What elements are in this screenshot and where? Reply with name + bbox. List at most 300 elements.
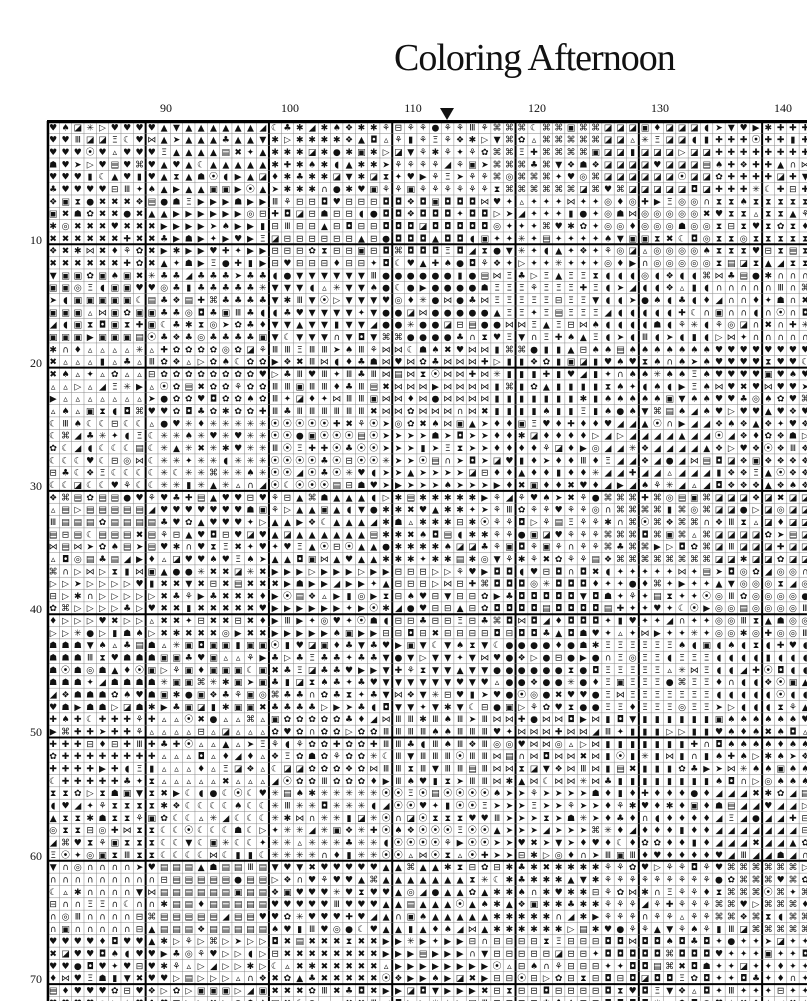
- stitch-symbol: ✚: [777, 641, 785, 651]
- stitch-symbol: ◢: [259, 123, 266, 133]
- stitch-symbol: ❖: [345, 826, 353, 836]
- stitch-symbol: ▶: [457, 962, 464, 972]
- stitch-symbol: ◖: [51, 802, 56, 812]
- stitch-symbol: ♣: [222, 333, 230, 343]
- stitch-symbol: ✦: [592, 197, 600, 207]
- stitch-symbol: ▲: [481, 925, 488, 935]
- stitch-symbol: ⧗: [740, 222, 746, 232]
- stitch-symbol: ♣: [296, 654, 304, 664]
- stitch-symbol: ✚: [259, 407, 267, 417]
- stitch-symbol: ◪: [74, 481, 83, 491]
- stitch-symbol: ✳: [222, 839, 230, 849]
- stitch-symbol: ◎: [74, 555, 82, 565]
- stitch-symbol: ◎: [777, 604, 785, 614]
- stitch-symbol: ●: [592, 493, 600, 503]
- stitch-symbol: ☗: [61, 654, 69, 664]
- stitch-symbol: ❖: [801, 752, 807, 762]
- stitch-symbol: ✱: [666, 802, 674, 812]
- stitch-symbol: ▲: [272, 555, 279, 565]
- stitch-symbol: ➤: [456, 777, 464, 787]
- stitch-symbol: ◪: [801, 506, 807, 516]
- stitch-symbol: ❖: [740, 481, 748, 491]
- stitch-symbol: ◖: [704, 123, 709, 133]
- stitch-symbol: ▲: [185, 530, 192, 540]
- stitch-symbol: ☗: [246, 506, 254, 516]
- stitch-symbol: ⚘: [604, 900, 612, 910]
- stitch-symbol: ▲: [568, 876, 575, 886]
- stitch-symbol: ◘: [419, 197, 426, 207]
- stitch-symbol: ▷: [235, 962, 242, 972]
- stitch-symbol: ♥: [345, 863, 353, 873]
- stitch-symbol: ⦿: [332, 443, 341, 454]
- stitch-symbol: ♠: [703, 395, 711, 405]
- stitch-symbol: ▶: [272, 617, 279, 627]
- stitch-symbol: ▷: [173, 974, 180, 984]
- stitch-symbol: ♥: [148, 123, 156, 133]
- stitch-symbol: ◢: [395, 604, 402, 614]
- stitch-symbol: ❖: [283, 876, 291, 886]
- stitch-symbol: ♥: [493, 691, 501, 701]
- stitch-symbol: ◪: [616, 123, 625, 133]
- stitch-symbol: ♠: [431, 974, 439, 984]
- stitch-symbol: ▮: [581, 382, 586, 392]
- stitch-symbol: Ⅲ: [136, 740, 142, 750]
- stitch-symbol: ☾: [234, 814, 242, 824]
- stitch-symbol: ▮: [667, 506, 672, 516]
- stitch-symbol: ✳: [641, 136, 649, 146]
- stitch-symbol: Ξ: [654, 691, 660, 701]
- stitch-symbol: ✱: [296, 123, 304, 133]
- stitch-symbol: ✿: [111, 986, 119, 996]
- stitch-symbol: ▵: [88, 358, 93, 368]
- stitch-symbol: ✿: [308, 777, 316, 787]
- stitch-symbol: ⌘: [616, 185, 625, 195]
- stitch-symbol: ◪: [443, 321, 452, 331]
- stitch-symbol: ☾: [160, 321, 168, 331]
- stitch-symbol: ✦: [728, 974, 736, 984]
- stitch-symbol: ⌘: [493, 160, 502, 170]
- stitch-symbol: ✱: [469, 518, 477, 528]
- stitch-symbol: Ξ: [507, 271, 513, 281]
- stitch-symbol: ⌘: [665, 949, 674, 959]
- stitch-symbol: ☾: [148, 456, 156, 466]
- stitch-symbol: ▷: [666, 543, 673, 553]
- stitch-symbol: ◎: [789, 617, 797, 627]
- stitch-symbol: ▤: [259, 900, 268, 910]
- stitch-symbol: ◘: [87, 962, 94, 972]
- stitch-symbol: ◪: [296, 395, 305, 405]
- stitch-symbol: ✿: [222, 382, 230, 392]
- stitch-symbol: ▷: [87, 604, 94, 614]
- stitch-symbol: ✱: [395, 530, 403, 540]
- stitch-symbol: ▤: [49, 530, 58, 540]
- stitch-symbol: ▷: [235, 949, 242, 959]
- stitch-symbol: ▮: [569, 210, 574, 220]
- stitch-symbol: ♦: [592, 678, 600, 688]
- stitch-symbol: ♥: [542, 419, 550, 429]
- stitch-symbol: ✿: [333, 777, 341, 787]
- stitch-symbol: ☗: [61, 703, 69, 713]
- stitch-symbol: ✦: [506, 728, 514, 738]
- stitch-symbol: ◪: [468, 469, 477, 479]
- stitch-symbol: ▮: [495, 382, 500, 392]
- stitch-symbol: ♠: [604, 234, 612, 244]
- stitch-symbol: ●: [505, 678, 513, 688]
- stitch-symbol: ✿: [160, 358, 168, 368]
- stitch-symbol: ⌘: [678, 678, 687, 688]
- stitch-symbol: ◪: [665, 160, 674, 170]
- stitch-symbol: ♥: [592, 629, 600, 639]
- stitch-symbol: ◖: [717, 666, 722, 676]
- stitch-symbol: Ξ: [642, 666, 648, 676]
- stitch-symbol: ▮: [519, 358, 524, 368]
- stitch-symbol: ✦: [789, 937, 797, 947]
- stitch-symbol: ☾: [111, 469, 119, 479]
- stitch-symbol: ☾: [185, 789, 193, 799]
- stitch-symbol: ⌘: [751, 888, 760, 898]
- stitch-symbol: ✚: [728, 148, 736, 158]
- stitch-symbol: ✖: [481, 986, 489, 996]
- stitch-symbol: ⌘: [616, 493, 625, 503]
- stitch-symbol: ☾: [222, 789, 230, 799]
- stitch-symbol: ✦: [641, 617, 649, 627]
- stitch-symbol: ♥: [222, 518, 230, 528]
- stitch-symbol: ⦿: [456, 801, 465, 812]
- stitch-symbol: ♣: [222, 284, 230, 294]
- stitch-symbol: ✖: [62, 210, 70, 220]
- stitch-symbol: ✱: [456, 493, 464, 503]
- stitch-symbol: ▼: [259, 136, 266, 146]
- stitch-symbol: ▲: [395, 863, 402, 873]
- stitch-symbol: ♠: [715, 160, 723, 170]
- stitch-symbol: ◢: [99, 382, 106, 392]
- stitch-symbol: ◘: [654, 937, 661, 947]
- stitch-symbol: ♥: [148, 863, 156, 873]
- stitch-symbol: ✚: [678, 308, 686, 318]
- stitch-symbol: ✖: [345, 949, 353, 959]
- stitch-symbol: ▲: [395, 876, 402, 886]
- stitch-symbol: ♥: [308, 876, 316, 886]
- stitch-symbol: ⧗: [432, 814, 438, 824]
- stitch-symbol: ✱: [296, 185, 304, 195]
- stitch-symbol: ♥: [61, 802, 69, 812]
- stitch-symbol: ▮: [532, 395, 537, 405]
- stitch-symbol: ➤: [580, 789, 588, 799]
- stitch-symbol: ♦: [111, 247, 119, 257]
- stitch-symbol: ➤: [567, 826, 575, 836]
- stitch-symbol: ❖: [666, 271, 674, 281]
- stitch-symbol: ▮: [692, 777, 697, 787]
- stitch-symbol: ◢: [765, 839, 772, 849]
- stitch-symbol: ▲: [765, 259, 772, 269]
- stitch-symbol: Ξ: [667, 703, 673, 713]
- stitch-symbol: ✖: [333, 974, 341, 984]
- stitch-symbol: ▤: [727, 259, 736, 269]
- stitch-symbol: ◎: [740, 580, 748, 590]
- stitch-symbol: ⌘: [406, 863, 415, 873]
- stitch-symbol: ☾: [148, 444, 156, 454]
- stitch-symbol: ❖: [592, 160, 600, 170]
- stitch-symbol: Ⅲ: [309, 358, 315, 368]
- stitch-symbol: Ξ: [50, 851, 56, 861]
- stitch-symbol: ⋈: [579, 728, 588, 738]
- stitch-symbol: ▲: [407, 469, 414, 479]
- stitch-symbol: ✱: [395, 493, 403, 503]
- stitch-symbol: ◖: [741, 641, 746, 651]
- stitch-symbol: ⦿: [406, 801, 415, 812]
- stitch-symbol: ✳: [370, 752, 378, 762]
- stitch-symbol: ✿: [321, 715, 329, 725]
- stitch-symbol: ▣: [271, 715, 280, 725]
- stitch-symbol: ☾: [49, 888, 57, 898]
- stitch-symbol: Ⅲ: [482, 777, 488, 787]
- stitch-symbol: ⋈: [406, 382, 415, 392]
- stitch-symbol: ∩: [309, 691, 316, 701]
- stitch-symbol: ◪: [493, 456, 502, 466]
- stitch-symbol: ◢: [679, 444, 686, 454]
- stitch-symbol: ✿: [641, 839, 649, 849]
- stitch-symbol: ◎: [752, 629, 760, 639]
- stitch-symbol: ✳: [740, 765, 748, 775]
- stitch-symbol: ✿: [333, 715, 341, 725]
- stitch-symbol: ◎: [764, 604, 772, 614]
- stitch-symbol: ➤: [74, 160, 82, 170]
- stitch-symbol: ●: [222, 259, 230, 269]
- stitch-symbol: ✱: [592, 876, 600, 886]
- stitch-symbol: ●: [370, 506, 378, 516]
- stitch-symbol: ♠: [123, 691, 131, 701]
- stitch-symbol: ♥: [74, 974, 82, 984]
- stitch-symbol: ▼: [346, 271, 353, 281]
- stitch-symbol: ◢: [691, 444, 698, 454]
- row-label: 70: [22, 972, 42, 987]
- stitch-symbol: ♦: [579, 469, 587, 479]
- stitch-symbol: ⦿: [271, 480, 280, 491]
- stitch-symbol: ✱: [567, 222, 575, 232]
- stitch-symbol: ➤: [432, 469, 440, 479]
- stitch-symbol: ✖: [74, 259, 82, 269]
- stitch-symbol: Ⅲ: [778, 284, 784, 294]
- stitch-symbol: ▲: [198, 518, 205, 528]
- stitch-symbol: ∩: [99, 863, 106, 873]
- stitch-symbol: ▶: [284, 629, 291, 639]
- stitch-symbol: ⌘: [764, 925, 773, 935]
- stitch-symbol: ⌘: [604, 493, 613, 503]
- stitch-symbol: ▷: [62, 592, 69, 602]
- stitch-symbol: ∩: [777, 321, 784, 331]
- stitch-symbol: ♥: [357, 900, 365, 910]
- stitch-symbol: ▤: [259, 876, 268, 886]
- stitch-symbol: ▣: [209, 654, 218, 664]
- stitch-symbol: ♦: [801, 900, 807, 910]
- stitch-symbol: ➤: [210, 222, 218, 232]
- stitch-symbol: ✿: [284, 715, 292, 725]
- stitch-symbol: ◪: [542, 530, 551, 540]
- stitch-symbol: ✚: [740, 148, 748, 158]
- stitch-symbol: ▲: [50, 814, 57, 824]
- stitch-symbol: ⚘: [530, 703, 538, 713]
- stitch-symbol: ▲: [247, 136, 254, 146]
- stitch-symbol: ✳: [271, 839, 279, 849]
- stitch-symbol: ✚: [765, 173, 773, 183]
- stitch-symbol: ♠: [444, 481, 452, 491]
- stitch-symbol: ◖: [680, 333, 685, 343]
- stitch-symbol: ✿: [481, 148, 489, 158]
- stitch-symbol: ◎: [62, 912, 70, 922]
- stitch-symbol: ⋈: [443, 296, 452, 306]
- stitch-symbol: ✱: [382, 530, 390, 540]
- stitch-symbol: ▮: [236, 641, 241, 651]
- stitch-symbol: ☾: [49, 432, 57, 442]
- stitch-symbol: ●: [555, 666, 563, 676]
- stitch-symbol: ▲: [333, 493, 340, 503]
- stitch-symbol: ✖: [173, 604, 181, 614]
- stitch-symbol: ✳: [296, 912, 304, 922]
- stitch-symbol: ⚘: [259, 345, 267, 355]
- stitch-symbol: ▣: [234, 703, 243, 713]
- stitch-symbol: ▤: [259, 888, 268, 898]
- stitch-symbol: ◢: [309, 826, 316, 836]
- stitch-symbol: ◘: [407, 247, 414, 257]
- stitch-symbol: ➤: [518, 802, 526, 812]
- stitch-symbol: ✱: [160, 962, 168, 972]
- stitch-symbol: ♥: [777, 345, 785, 355]
- stitch-symbol: ✿: [86, 271, 94, 281]
- stitch-symbol: Ξ: [87, 974, 93, 984]
- stitch-symbol: ✳: [259, 432, 267, 442]
- stitch-symbol: ♦: [197, 419, 205, 429]
- stitch-symbol: ▶: [358, 666, 365, 676]
- stitch-symbol: ⚘: [604, 912, 612, 922]
- stitch-symbol: ▮: [618, 617, 623, 627]
- stitch-symbol: ♥: [209, 949, 217, 959]
- stitch-symbol: ➤: [382, 419, 390, 429]
- stitch-symbol: ▼: [358, 284, 365, 294]
- stitch-symbol: ♥: [74, 839, 82, 849]
- stitch-symbol: ♠: [715, 752, 723, 762]
- stitch-symbol: ▲: [296, 530, 303, 540]
- stitch-symbol: ◪: [628, 160, 637, 170]
- stitch-symbol: ⌘: [776, 888, 785, 898]
- stitch-symbol: ◘: [111, 937, 118, 947]
- stitch-symbol: ▵: [100, 395, 105, 405]
- stitch-symbol: Ⅲ: [75, 912, 81, 922]
- stitch-symbol: Ξ: [691, 678, 697, 688]
- stitch-symbol: ♥: [74, 148, 82, 158]
- stitch-symbol: ♥: [777, 358, 785, 368]
- stitch-symbol: ▲: [284, 518, 291, 528]
- stitch-symbol: ▵: [174, 752, 179, 762]
- stitch-symbol: ⚘: [296, 740, 304, 750]
- stitch-symbol: ▲: [358, 876, 365, 886]
- stitch-symbol: ▼: [309, 271, 316, 281]
- stitch-symbol: ✿: [358, 777, 366, 787]
- stitch-symbol: ▶: [87, 333, 94, 343]
- stitch-symbol: ✦: [802, 986, 807, 996]
- stitch-symbol: ▣: [369, 185, 378, 195]
- stitch-symbol: ➤: [715, 567, 723, 577]
- stitch-symbol: ⚘: [653, 876, 661, 886]
- stitch-symbol: ♥: [777, 876, 785, 886]
- stitch-symbol: ▼: [272, 296, 279, 306]
- stitch-symbol: ♠: [801, 777, 807, 787]
- stitch-symbol: Ⅲ: [408, 715, 414, 725]
- stitch-symbol: ♥: [308, 912, 316, 922]
- stitch-symbol: ◘: [715, 740, 722, 750]
- stitch-symbol: ⊟: [419, 629, 427, 639]
- stitch-symbol: ⚘: [703, 863, 711, 873]
- stitch-symbol: ▤: [49, 986, 58, 996]
- stitch-symbol: ◪: [690, 173, 699, 183]
- stitch-symbol: ✚: [111, 765, 119, 775]
- stitch-symbol: ✦: [530, 259, 538, 269]
- stitch-symbol: ▮: [285, 678, 290, 688]
- stitch-symbol: ♦: [579, 419, 587, 429]
- stitch-symbol: ✱: [284, 173, 292, 183]
- stitch-symbol: ∩: [568, 543, 575, 553]
- stitch-symbol: ✿: [247, 382, 255, 392]
- stitch-symbol: ✖: [197, 382, 205, 392]
- stitch-symbol: ♦: [345, 358, 353, 368]
- stitch-symbol: ♦: [616, 259, 624, 269]
- stitch-symbol: ✖: [160, 592, 168, 602]
- stitch-symbol: ✳: [802, 321, 807, 331]
- stitch-symbol: ♥: [148, 160, 156, 170]
- stitch-symbol: ▷: [494, 358, 501, 368]
- stitch-symbol: ♣: [616, 814, 624, 824]
- stitch-symbol: ◎: [703, 259, 711, 269]
- stitch-symbol: ⊟: [247, 493, 255, 503]
- stitch-symbol: Ⅲ: [284, 802, 290, 812]
- stitch-symbol: ✱: [530, 863, 538, 873]
- stitch-symbol: ◎: [653, 247, 661, 257]
- stitch-symbol: ▮: [556, 345, 561, 355]
- stitch-symbol: ∩: [790, 284, 797, 294]
- stitch-symbol: ▵: [569, 740, 574, 750]
- stitch-symbol: ⊟: [296, 197, 304, 207]
- stitch-symbol: ⧗: [309, 678, 315, 688]
- stitch-symbol: ▷: [62, 580, 69, 590]
- stitch-symbol: ⚘: [431, 185, 439, 195]
- stitch-symbol: ◢: [703, 432, 710, 442]
- stitch-symbol: Ⅲ: [432, 740, 438, 750]
- stitch-symbol: ⦿: [369, 455, 378, 466]
- stitch-symbol: ▣: [715, 715, 724, 725]
- stitch-symbol: ▼: [407, 678, 414, 688]
- stitch-symbol: ⌘: [628, 530, 637, 540]
- stitch-symbol: ✦: [703, 617, 711, 627]
- stitch-symbol: ⋈: [480, 395, 489, 405]
- stitch-symbol: ➤: [419, 432, 427, 442]
- stitch-symbol: ♣: [678, 296, 686, 306]
- stitch-symbol: ▮: [593, 395, 598, 405]
- stitch-symbol: ▤: [234, 900, 243, 910]
- stitch-symbol: ✦: [370, 259, 378, 269]
- stitch-symbol: ⊟: [284, 247, 292, 257]
- stitch-symbol: ▤: [172, 876, 181, 886]
- stitch-symbol: ♣: [283, 370, 291, 380]
- stitch-symbol: ✦: [752, 986, 760, 996]
- stitch-symbol: ➤: [555, 802, 563, 812]
- stitch-symbol: ▣: [764, 949, 773, 959]
- stitch-symbol: ◘: [592, 604, 599, 614]
- stitch-symbol: ▶: [629, 259, 636, 269]
- stitch-symbol: ✳: [234, 419, 242, 429]
- stitch-symbol: ▲: [383, 925, 390, 935]
- stitch-symbol: ▲: [333, 506, 340, 516]
- stitch-symbol: ⚘: [579, 555, 587, 565]
- stitch-symbol: ▣: [296, 382, 305, 392]
